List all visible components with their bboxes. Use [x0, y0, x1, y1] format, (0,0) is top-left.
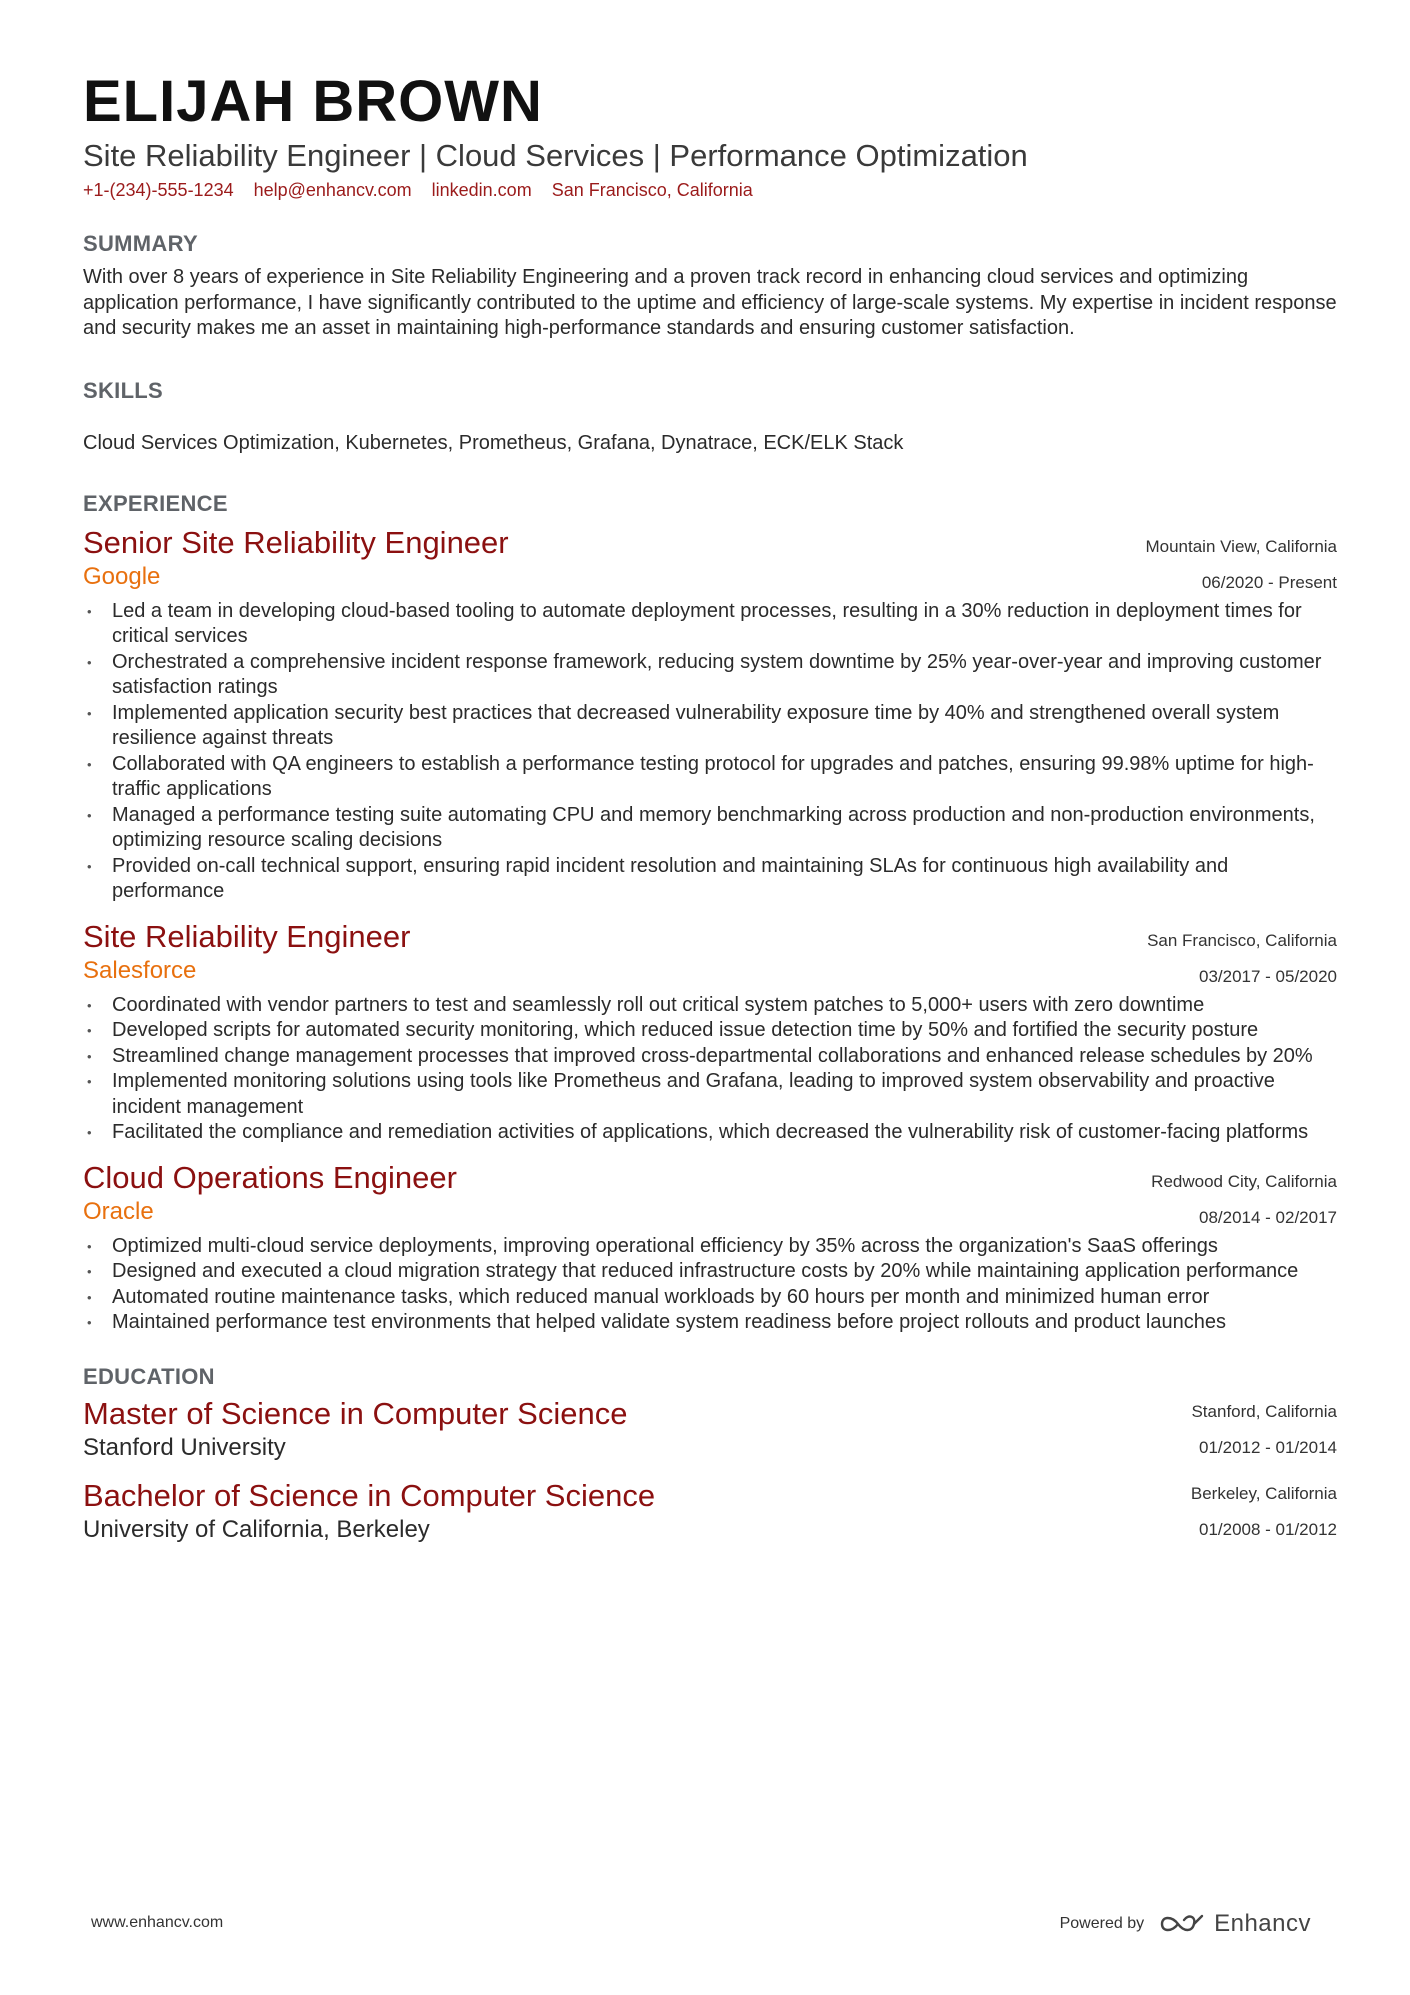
achievement-item: • Managed a performance testing suite automating CPU and memory benchmarking across production and non-production environments, optimizing resource scaling decisions	[83, 803, 1337, 854]
education-list	[83, 1396, 1337, 1546]
job-meta	[1147, 923, 1337, 995]
achievement-list	[83, 993, 1337, 1146]
phone-link[interactable]: +1-(234)-555-1234	[83, 180, 234, 200]
job-title: Cloud Operations Engineer	[83, 1159, 457, 1195]
education-entry	[83, 1478, 1337, 1546]
education-meta	[1191, 1394, 1337, 1466]
achievement-item: • Maintained performance test environments that helped validate system readiness before project rollouts and product launches	[83, 1310, 1337, 1336]
job-dates: 03/2017 - 05/2020	[1198, 966, 1337, 986]
job-entry	[83, 1160, 1337, 1336]
job-location: San Francisco, California	[1147, 930, 1337, 950]
footer	[91, 1910, 1311, 1940]
education-heading: EDUCATION	[83, 1363, 215, 1389]
degree-title: Master of Science in Computer Science	[83, 1395, 628, 1431]
job-title: Site Reliability Engineer	[83, 918, 411, 954]
headline: Site Reliability Engineer | Cloud Services | Performance Optimization	[83, 138, 1028, 173]
education-dates: 01/2008 - 01/2012	[1198, 1519, 1337, 1539]
education-entry	[83, 1396, 1337, 1464]
summary-text: With over 8 years of experience in Site Reliability Engineering and a proven track record in enhancing cloud services and optimizing application performance, I have significantly contributed to the uptime and efficiency of large-scale systems. My expertise in incident response and security makes me an asset in maintaining high-performance standards and ensuring customer satisfaction.	[83, 266, 1337, 339]
experience-list	[83, 525, 1337, 1336]
achievement-item: • Optimized multi-cloud service deployments, improving operational efficiency by 35% across the organization's SaaS offerings	[83, 1234, 1337, 1260]
experience-heading: EXPERIENCE	[83, 490, 228, 516]
achievement-item: • Streamlined change management processes that improved cross-departmental collaborations and enhanced release schedules by 20%	[83, 1044, 1337, 1070]
achievement-list	[83, 1234, 1337, 1336]
brand-logo[interactable]	[1158, 1910, 1311, 1938]
company-name: Google	[83, 562, 161, 590]
company-name: Salesforce	[83, 956, 197, 984]
skills-text: Cloud Services Optimization, Kubernetes, Prometheus, Grafana, Dynatrace, ECK/ELK Stack	[83, 431, 904, 454]
resume-page	[83, 70, 1337, 1546]
location-text: San Francisco, California	[551, 180, 753, 200]
linkedin-link[interactable]: linkedin.com	[431, 180, 532, 200]
job-title: Senior Site Reliability Engineer	[83, 524, 509, 560]
education-dates: 01/2012 - 01/2014	[1198, 1437, 1337, 1457]
achievement-item: • Coordinated with vendor partners to test and seamlessly roll out critical system patches to 5,000+ users with zero downtime	[83, 993, 1337, 1019]
enhancv-logo-icon	[1158, 1911, 1206, 1937]
achievement-item: • Provided on-call technical support, ensuring rapid incident resolution and maintaining SLAs for continuous high availability and performance	[83, 854, 1337, 905]
job-dates: 06/2020 - Present	[1201, 572, 1337, 592]
achievement-item: • Designed and executed a cloud migration strategy that reduced infrastructure costs by 20% while maintaining application performance	[83, 1259, 1337, 1285]
job-location: Mountain View, California	[1145, 536, 1337, 556]
school-name: University of California, Berkeley	[83, 1515, 430, 1543]
company-name: Oracle	[83, 1197, 154, 1225]
achievement-item: • Facilitated the compliance and remediation activities of applications, which decreased the vulnerability risk of customer-facing platforms	[83, 1120, 1337, 1146]
email-link[interactable]: help@enhancv.com	[253, 180, 412, 200]
degree-title: Bachelor of Science in Computer Science	[83, 1477, 656, 1513]
education-location: Stanford, California	[1191, 1401, 1337, 1421]
contact-row	[83, 180, 1337, 201]
powered-by-block	[1060, 1910, 1311, 1938]
skills-heading: SKILLS	[83, 377, 164, 403]
achievement-item: • Automated routine maintenance tasks, which reduced manual workloads by 60 hours per month and minimized human error	[83, 1285, 1337, 1311]
footer-url[interactable]: www.enhancv.com	[91, 1914, 224, 1931]
candidate-name: ELIJAH BROWN	[83, 69, 543, 134]
achievement-item: • Collaborated with QA engineers to establish a performance testing protocol for upgrades and patches, ensuring 99.98% uptime for high-traffic applications	[83, 752, 1337, 803]
brand-name: Enhancv	[1214, 1910, 1311, 1937]
achievement-list	[83, 599, 1337, 905]
achievement-item: • Developed scripts for automated security monitoring, which reduced issue detection time by 50% and fortified the security posture	[83, 1018, 1337, 1044]
job-dates: 08/2014 - 02/2017	[1198, 1207, 1337, 1227]
achievement-item: • Orchestrated a comprehensive incident response framework, reducing system downtime by 25% year-over-year and improving customer satisfaction ratings	[83, 650, 1337, 701]
achievement-item: • Implemented application security best practices that decreased vulnerability exposure time by 40% and strengthened overall system resilience against threats	[83, 701, 1337, 752]
powered-by-label: Powered by	[1059, 1915, 1145, 1932]
job-entry	[83, 525, 1337, 905]
job-location: Redwood City, California	[1151, 1171, 1337, 1191]
school-name: Stanford University	[83, 1433, 286, 1461]
achievement-item: • Led a team in developing cloud-based tooling to automate deployment processes, resulting in a 30% reduction in deployment times for critical services	[83, 599, 1337, 650]
achievement-item: • Implemented monitoring solutions using tools like Prometheus and Grafana, leading to improved system observability and proactive incident management	[83, 1069, 1337, 1120]
job-meta	[1151, 1164, 1337, 1236]
education-location: Berkeley, California	[1190, 1483, 1337, 1503]
job-meta	[1145, 529, 1337, 601]
summary-heading: SUMMARY	[83, 231, 198, 256]
job-entry	[83, 919, 1337, 1146]
education-meta	[1191, 1476, 1337, 1548]
